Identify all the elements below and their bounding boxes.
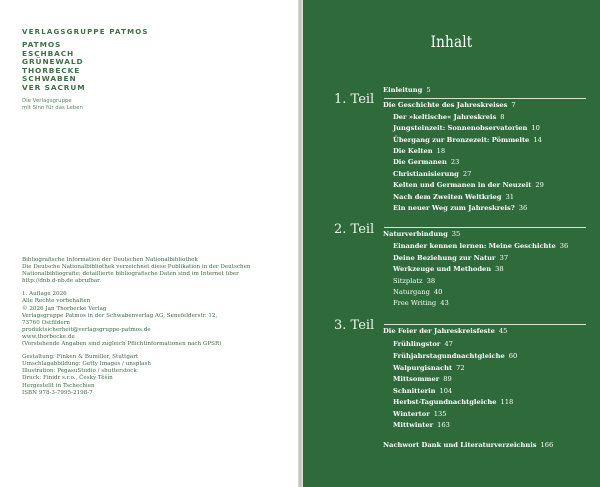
entry-page: 166 — [540, 441, 554, 449]
toc-entry — [393, 364, 465, 372]
toc-entry — [393, 352, 517, 360]
entry-page: 72 — [456, 364, 465, 372]
imprint-page — [0, 0, 298, 487]
imprint-list — [22, 41, 149, 93]
entry-label: Übergang zur Bronzezeit: Pömmelte — [393, 136, 530, 144]
text-line: Die Deutsche Nationalbibliothek verzeichnet diese Publikation in der Deutschen — [22, 264, 251, 271]
entry-label: Naturgang — [393, 288, 430, 296]
entry-page: 7 — [511, 101, 516, 109]
credit-line: Gestaltung: Finken & Bumiller, Stuttgart — [22, 354, 139, 361]
toc-entry — [393, 158, 459, 166]
toc-entry — [393, 193, 514, 201]
toc-entry — [393, 124, 540, 132]
entry-page: 31 — [505, 193, 515, 201]
part-2-label: 2. Teil — [334, 222, 375, 237]
publisher-logo — [22, 28, 149, 112]
entry-page: 118 — [500, 398, 514, 406]
entry-page: 43 — [440, 299, 449, 307]
entry-label: Mittwinter — [393, 421, 434, 429]
toc-entry-intro — [383, 86, 431, 94]
entry-page: 8 — [500, 113, 505, 121]
toc-entry — [393, 375, 452, 383]
entry-page: 14 — [533, 136, 542, 144]
toc-entry — [393, 113, 505, 121]
imprint-name: PATMOS — [22, 40, 62, 49]
part-1-rule — [384, 98, 586, 99]
entry-label: Nach dem Zweiten Weltkrieg — [393, 193, 502, 201]
claim-line: mit Sinn für das Leben — [22, 104, 83, 111]
credit-line: Hergestellt in Tschechien — [22, 382, 95, 389]
text-line: 1. Auflage 2026 — [22, 291, 67, 298]
part-2-heading — [383, 230, 460, 238]
text-line: (Vorstehende Angaben sind zugleich Pflichtinformationen nach GPSR) — [22, 341, 222, 348]
part-2-rule — [384, 227, 586, 228]
imprint-name: GRÜNEWALD — [22, 57, 84, 67]
entry-page: 36 — [518, 204, 528, 212]
claim-line: Die Verlagsgruppe — [22, 97, 72, 104]
part-1-label: 1. Teil — [334, 92, 375, 107]
edition-notice — [22, 291, 284, 348]
entry-label: Sitzplatz — [393, 277, 423, 285]
entry-page: 18 — [436, 147, 446, 155]
part-3-rule — [384, 324, 586, 325]
toc-entry — [393, 288, 442, 296]
entry-label: Die Kelten — [393, 147, 433, 155]
credit-line: Illustration: PegasuStudio / shutterstock — [22, 368, 137, 375]
entry-label: Der »keltische« Jahreskreis — [393, 113, 497, 121]
entry-label: Herbst-Tagundnachtgleiche — [393, 398, 497, 406]
toc-entry — [393, 340, 453, 348]
entry-label: Ein neuer Weg zum Jahreskreis? — [393, 204, 515, 212]
entry-page: 27 — [462, 170, 472, 178]
toc-entry — [393, 204, 527, 212]
publisher-name: VERLAGSGRUPPE PATMOS — [22, 28, 149, 36]
toc-entry — [393, 265, 504, 273]
text-line: © 2026 Jan Thorbecke Verlag — [22, 305, 107, 312]
entry-page: 36 — [559, 242, 569, 250]
entry-page: 5 — [426, 86, 431, 94]
website-line: www.thorbecke.de — [22, 333, 75, 340]
toc-entry — [393, 181, 544, 189]
entry-label: Frühjahrstagundnachtgleiche — [393, 352, 505, 360]
entry-label: Kelten und Germanen in der Neuzeit — [393, 181, 532, 189]
toc-entry — [393, 136, 542, 144]
toc-entry — [393, 254, 508, 262]
imprint-name: THORBECKE — [22, 65, 81, 75]
entry-page: 38 — [495, 265, 504, 273]
entry-page: 35 — [451, 230, 461, 238]
credit-line: Umschlagabbildung: Getty Images / unsplash — [22, 361, 151, 368]
toc-entry — [393, 398, 513, 406]
entry-label: Mittsommer — [393, 375, 440, 383]
imprint-name: VER SACRUM — [22, 82, 86, 92]
entry-label: Jungsteinzeit: Sonnenobservatorien — [393, 124, 528, 132]
toc-entry — [393, 421, 450, 429]
entry-page: 104 — [439, 387, 453, 395]
text-line: Bibliografische Information der Deutschen Nationalbibliothek — [22, 257, 198, 263]
entry-page: 10 — [531, 124, 540, 132]
entry-label: Die Geschichte des Jahreskreises — [383, 101, 508, 109]
credits — [22, 354, 284, 397]
credit-line: Druck: Finidr s.r.o., Český Těšín — [22, 375, 113, 382]
text-line: http://dnb.d-nb.de abrufbar. — [22, 278, 101, 285]
entry-label: Free Writing — [393, 299, 437, 307]
toc-entry — [393, 147, 445, 155]
publisher-claim — [22, 98, 149, 112]
entry-page: 37 — [499, 254, 509, 262]
part-3-heading — [383, 327, 507, 335]
entry-label: Die Feier der Jahreskreisfeste — [383, 327, 495, 335]
entry-label: Wintertor — [393, 410, 430, 418]
toc-entry-closing — [383, 441, 553, 449]
entry-label: Naturverbindung — [383, 230, 448, 238]
entry-page: 163 — [437, 421, 450, 429]
text-line: Alle Rechte vorbehalten — [22, 298, 91, 305]
toc-entry — [393, 410, 447, 418]
text-line: Nationalbibliografie; detaillierte bibliografische Daten sind im Internet über — [22, 271, 239, 278]
entry-page: 60 — [508, 352, 518, 360]
entry-label: Schnitterin — [393, 387, 436, 395]
entry-page: 40 — [433, 288, 443, 296]
entry-page: 47 — [444, 340, 453, 348]
entry-page: 45 — [498, 327, 508, 335]
contents-page — [303, 0, 600, 487]
entry-label: Einleitung — [383, 86, 423, 94]
isbn-line: ISBN 978-3-7995-2198-7 — [22, 389, 93, 396]
toc-entry — [393, 299, 449, 307]
part-1-heading — [383, 101, 516, 109]
toc-entry — [393, 277, 435, 285]
entry-label: Walpurgisnacht — [393, 364, 453, 372]
imprint-name: ESCHBACH — [22, 48, 75, 58]
toc-title: Inhalt — [430, 32, 473, 51]
entry-page: 38 — [426, 277, 436, 285]
entry-label: Deine Beziehung zur Natur — [393, 254, 496, 262]
entry-label: Die Germanen — [393, 158, 447, 166]
email-line: produktsicherheit@verlagsgruppe-patmos.de — [22, 326, 151, 333]
part-3-label: 3. Teil — [334, 318, 375, 333]
entry-label: Christianisierung — [393, 170, 459, 178]
entry-page: 29 — [535, 181, 544, 189]
entry-page: 23 — [450, 158, 460, 166]
dnb-notice — [22, 257, 284, 285]
text-line: Verlagsgruppe Patmos in der Schwabenverlag AG, Senefelderstr. 12, — [22, 312, 218, 319]
bibliographic-info — [22, 257, 284, 403]
imprint-name: SCHWABEN — [22, 74, 77, 84]
text-line: 73760 Ostfildern — [22, 319, 70, 326]
entry-label: Einander kennen lernen: Meine Geschichte — [393, 242, 556, 250]
entry-label: Nachwort Dank und Literaturverzeichnis — [383, 441, 537, 449]
toc-entry — [393, 242, 568, 250]
entry-label: Werkzeuge und Methoden — [393, 265, 492, 273]
toc-entry — [393, 170, 471, 178]
entry-page: 89 — [443, 375, 452, 383]
entry-page: 135 — [433, 410, 447, 418]
toc-entry — [393, 387, 452, 395]
entry-label: Frühlingstor — [393, 340, 441, 348]
